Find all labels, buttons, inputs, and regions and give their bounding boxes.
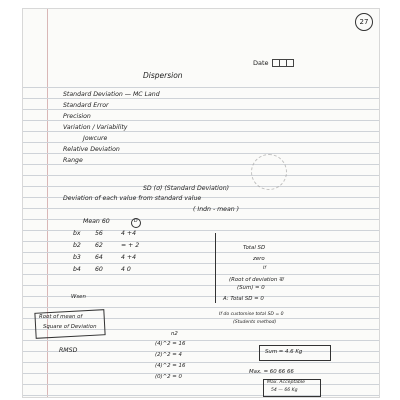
topic-item: Precision — [63, 113, 91, 120]
row-dev: 4 +4 — [121, 230, 137, 237]
ruled-line — [23, 109, 379, 110]
ruled-line — [23, 219, 379, 220]
row-label: b3 — [73, 254, 81, 261]
row-label: b4 — [73, 266, 81, 273]
n-label: n2 — [171, 331, 178, 337]
row-dev: 4 0 — [121, 266, 131, 273]
extra-row-label: Wsen — [71, 294, 86, 300]
ruled-line — [23, 395, 379, 396]
right-note: (Sum) = 0 — [237, 285, 265, 291]
section-heading: SD (σ) (Standard Deviation) — [143, 185, 230, 192]
row-label: b2 — [73, 242, 81, 249]
formula-note: ( Indn - mean ) — [193, 206, 240, 213]
right-note: A: Total SD = 0 — [223, 296, 264, 302]
date-boxes — [273, 59, 294, 67]
square-line: (0)^2 = 0 — [155, 374, 182, 380]
row-dev: = + 2 — [121, 242, 140, 249]
range-line: Max. = 60 66 66 — [249, 369, 294, 375]
circle-marker-text: D — [134, 219, 138, 224]
ruled-line — [23, 98, 379, 99]
topic-item: Relative Deviation — [63, 146, 120, 153]
right-note: If — [263, 266, 266, 271]
mid-note: If do customise total SD = 0 — [219, 312, 284, 317]
row-value: 64 — [95, 254, 103, 261]
ruled-line — [23, 274, 379, 275]
sum-formula: Sum = 4.6 Kg — [265, 349, 303, 355]
row-value: 56 — [95, 230, 103, 237]
row-value: 62 — [95, 242, 103, 249]
right-brace — [209, 233, 216, 303]
acceptable-line: 54 — 66 Kg — [271, 388, 298, 393]
row-value: 60 — [95, 266, 103, 273]
ruled-line — [23, 175, 379, 176]
square-line: (4)^2 = 16 — [155, 363, 186, 369]
mean-label: Mean 60 — [83, 218, 110, 225]
row-label: bx — [73, 230, 81, 237]
definition-text: Deviation of each value from standard value — [63, 195, 202, 202]
rmsd-label: RMSD — [59, 347, 78, 354]
topic-item: Standard Error — [63, 102, 109, 109]
ruled-line — [23, 252, 379, 253]
ruled-line — [23, 384, 379, 385]
topic-item: Jowcure — [83, 135, 108, 142]
root-box-line: Root of mean of — [39, 314, 83, 320]
ruled-line — [23, 340, 379, 341]
ruled-line — [23, 120, 379, 121]
mid-note: (Students method) — [233, 320, 277, 325]
margin-line — [47, 9, 48, 397]
date-label: Date — [253, 59, 269, 67]
ruled-line — [23, 153, 379, 154]
topic-item: Range — [63, 157, 83, 164]
square-line: (4)^2 = 16 — [155, 341, 186, 347]
ruled-line — [23, 373, 379, 374]
page-title: Dispersion — [143, 71, 183, 80]
ruled-line — [23, 131, 379, 132]
root-box-line: Square of Deviation — [43, 324, 97, 330]
square-line: (2)^2 = 4 — [155, 352, 182, 358]
ruled-line — [23, 142, 379, 143]
ruled-line — [23, 263, 379, 264]
right-note: (Root of deviation बा — [229, 277, 284, 283]
right-note: zero — [253, 256, 265, 262]
right-note: Total SD — [243, 245, 266, 251]
topic-item: Variation / Variability — [63, 124, 128, 131]
circle-marker — [131, 218, 141, 228]
ruled-line — [23, 307, 379, 308]
ruled-line — [23, 362, 379, 363]
topic-item: Standard Deviation — MC Land — [63, 91, 160, 98]
ruled-line — [23, 87, 379, 88]
page-number: 27 — [355, 13, 373, 31]
notebook-page — [22, 8, 380, 398]
ruled-line — [23, 164, 379, 165]
row-dev: 4 +4 — [121, 254, 137, 261]
ruled-line — [23, 285, 379, 286]
acceptable-line: Max. Acceptable — [267, 380, 305, 385]
stamp-mark — [251, 154, 287, 190]
